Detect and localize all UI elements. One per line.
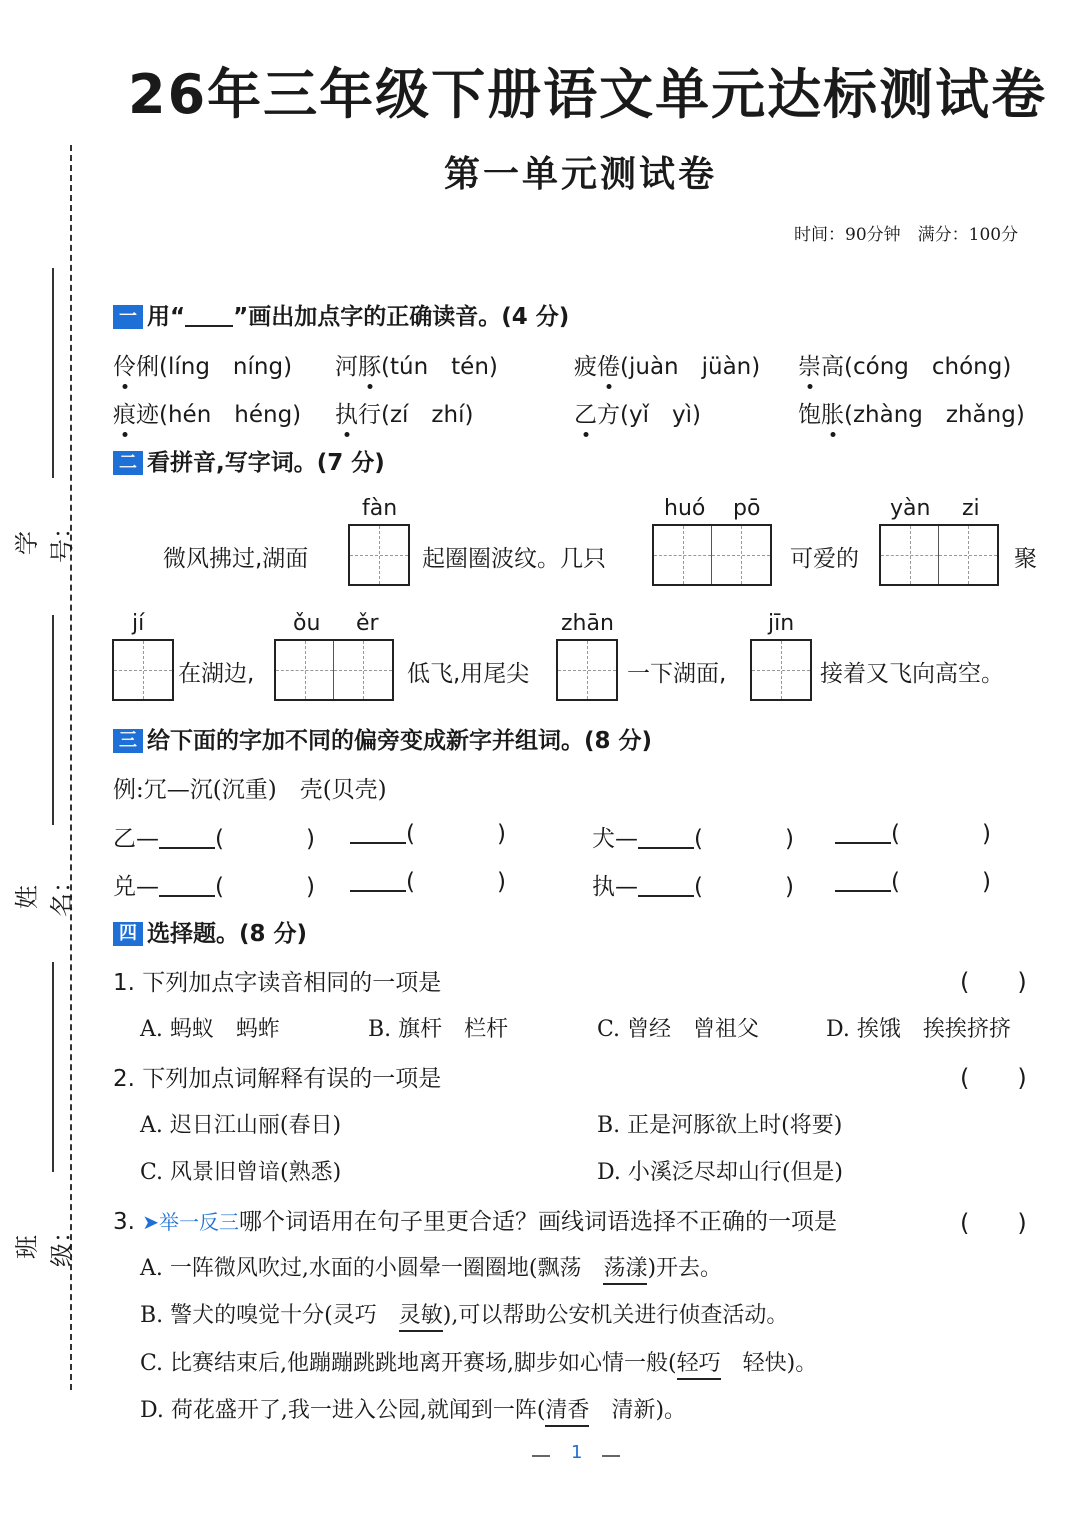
pinyin-item[interactable]: 崇高(cóng chóng)	[798, 348, 1011, 381]
tianzige-box[interactable]	[274, 639, 394, 701]
question-2-stem: 2. 下列加点词解释有误的一项是	[113, 1066, 442, 1092]
footer-dash	[602, 1455, 620, 1457]
tianzige-box[interactable]	[556, 639, 618, 701]
section-4-heading: 四 选择题。(8 分)	[113, 915, 307, 948]
page-number: 1	[571, 1442, 583, 1463]
tag-badge: ➤举一反三	[142, 1210, 240, 1234]
option-c[interactable]: C. 曾经 曾祖父	[597, 1017, 760, 1042]
section-3-heading: 三 给下面的字加不同的偏旁变成新字并组词。(8 分)	[113, 722, 652, 755]
class-label: 班级：	[13, 1219, 76, 1267]
pinyin-item[interactable]: 执行(zí zhí)	[335, 396, 473, 429]
sentence-fragment: 在湖边,	[178, 661, 255, 687]
sentence-fragment: 微风拂过,湖面	[163, 546, 309, 572]
tianzige-box[interactable]	[652, 524, 772, 586]
pinyin-label: yàn	[890, 496, 931, 521]
fill-blank[interactable]	[159, 873, 215, 897]
name-label: 姓名：	[13, 869, 76, 917]
radical-fill-row: ( )	[350, 868, 506, 895]
pinyin-label: ǒu	[293, 611, 321, 636]
pinyin-item[interactable]: 饱胀(zhàng zhǎng)	[798, 396, 1025, 429]
fill-blank[interactable]	[835, 820, 891, 844]
option-a[interactable]: A. 迟日江山丽(春日)	[140, 1113, 342, 1138]
fill-blank[interactable]	[835, 868, 891, 892]
tianzige-box[interactable]	[750, 639, 812, 701]
option-b[interactable]: B. 警犬的嗅觉十分(灵巧 灵敏),可以帮助公安机关进行侦查活动。	[140, 1298, 788, 1329]
pinyin-label: zi	[962, 496, 980, 521]
radical-fill-row: 乙— ( )	[113, 826, 315, 852]
tianzige-box[interactable]	[112, 639, 174, 701]
pinyin-label: zhān	[561, 611, 614, 636]
sentence-fragment: 可爱的	[790, 546, 859, 572]
radical-fill-row: 兑— ( )	[113, 874, 315, 900]
radical-fill-row: 执— ( )	[592, 874, 794, 900]
pinyin-item[interactable]: 伶俐(líng níng)	[113, 348, 292, 381]
option-d[interactable]: D. 挨饿 挨挨挤挤	[826, 1017, 1011, 1042]
sentence-fragment: 起圈圈波纹。几只	[422, 546, 606, 572]
fill-blank[interactable]	[159, 825, 215, 849]
time-info: 时间：90分钟 满分：100分	[794, 225, 1019, 245]
option-a[interactable]: A. 一阵微风吹过,水面的小圆晕一圈圈地(飘荡 荡漾)开去。	[140, 1251, 722, 1282]
answer-paren[interactable]: ( )	[960, 968, 1027, 996]
example-line: 例:冗—沉(沉重) 壳(贝壳)	[113, 777, 387, 803]
option-c[interactable]: C. 比赛结束后,他蹦蹦跳跳地离开赛场,脚步如心情一般(轻巧 轻快)。	[140, 1346, 817, 1377]
class-blank[interactable]	[52, 962, 54, 1172]
pinyin-item[interactable]: 痕迹(hén héng)	[113, 396, 301, 429]
answer-paren[interactable]: ( )	[960, 1209, 1027, 1237]
pinyin-label: jīn	[768, 611, 795, 636]
pinyin-label: ěr	[356, 611, 379, 636]
pinyin-item[interactable]: 乙方(yǐ yì)	[574, 396, 701, 429]
question-1-stem: 1. 下列加点字读音相同的一项是	[113, 970, 442, 996]
sentence-fragment: 聚	[1014, 546, 1037, 572]
section-number-badge: 二	[113, 451, 143, 475]
binding-dashed-line	[70, 145, 72, 1390]
underline-sample	[185, 303, 233, 327]
fill-blank[interactable]	[350, 820, 406, 844]
section-1-heading: 一 用“ ”画出加点字的正确读音。(4 分)	[113, 298, 569, 331]
radical-fill-row: ( )	[835, 820, 991, 847]
footer-dash	[532, 1455, 550, 1457]
pinyin-label: huó	[664, 496, 706, 521]
radical-fill-row: 犬— ( )	[592, 826, 794, 852]
option-b[interactable]: B. 正是河豚欲上时(将要)	[597, 1113, 843, 1138]
name-blank[interactable]	[52, 615, 54, 825]
radical-fill-row: ( )	[350, 820, 506, 847]
option-b[interactable]: B. 旗杆 栏杆	[368, 1017, 509, 1042]
option-a[interactable]: A. 蚂蚁 蚂蚱	[140, 1017, 280, 1042]
section-number-badge: 三	[113, 729, 143, 753]
option-c[interactable]: C. 风景旧曾谙(熟悉)	[140, 1160, 342, 1185]
pinyin-label: fàn	[362, 496, 398, 521]
pinyin-label: pō	[733, 496, 761, 521]
student-no-blank[interactable]	[52, 268, 54, 478]
fill-blank[interactable]	[638, 873, 694, 897]
section-number-badge: 一	[113, 305, 143, 329]
option-d[interactable]: D. 小溪泛尽却山行(但是)	[597, 1160, 844, 1185]
section-2-heading: 二 看拼音,写字词。(7 分)	[113, 444, 385, 477]
fill-blank[interactable]	[638, 825, 694, 849]
unit-subtitle: 第一单元测试卷	[444, 153, 718, 195]
pinyin-item[interactable]: 疲倦(juàn jüàn)	[574, 348, 760, 381]
sentence-fragment: 一下湖面,	[627, 661, 727, 687]
tianzige-box[interactable]	[348, 524, 410, 586]
student-no-label: 学号：	[13, 515, 76, 563]
section-number-badge: 四	[113, 922, 143, 946]
sentence-fragment: 低飞,用尾尖	[407, 661, 530, 687]
pinyin-item[interactable]: 河豚(tún tén)	[335, 348, 498, 381]
pinyin-label: jí	[132, 611, 145, 636]
option-d[interactable]: D. 荷花盛开了,我一进入公园,就闻到一阵(清香 清新)。	[140, 1393, 686, 1424]
page-title: 26年三年级下册语文单元达标测试卷	[128, 63, 1048, 126]
radical-fill-row: ( )	[835, 868, 991, 895]
question-3-stem: 3. ➤举一反三哪个词语用在句子里更合适？画线词语选择不正确的一项是	[113, 1209, 838, 1235]
answer-paren[interactable]: ( )	[960, 1064, 1027, 1092]
tianzige-box[interactable]	[879, 524, 999, 586]
fill-blank[interactable]	[350, 868, 406, 892]
sentence-fragment: 接着又飞向高空。	[820, 661, 1004, 687]
